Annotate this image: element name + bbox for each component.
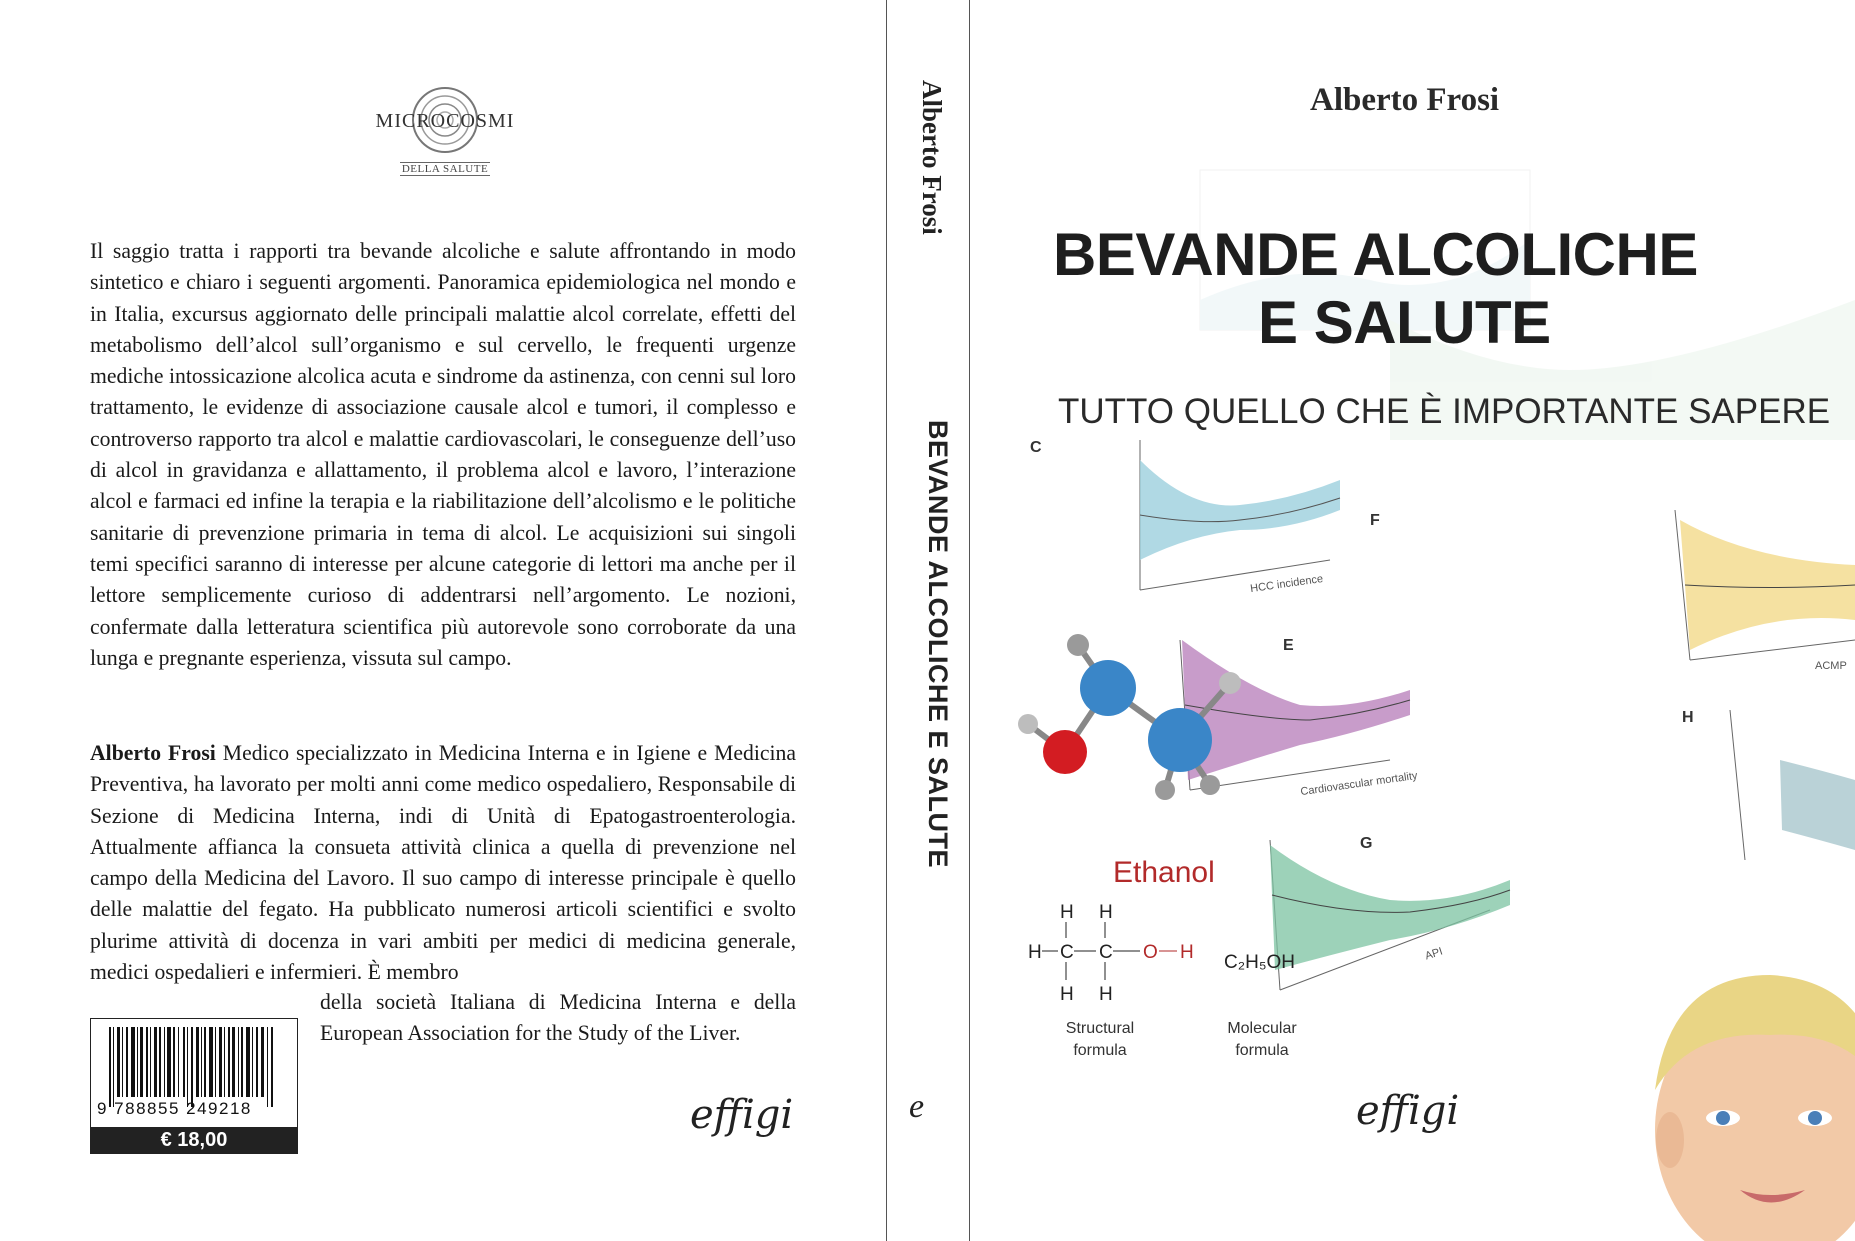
- bio-text: Medico specializzato in Medicina Interna e in Igiene e Medicina Preventiva, ha lavorato per molti anni come medico ospedaliero, Responsabile di Sezione di Medicina Interna, indi di Unità di Epatogastroenterologia. Attualmente affianca la consueta attività clinica a quella di prevenzione nel campo della Medicina del Lavoro. Il suo campo di interesse principale è quello delle malattie del fegato. Ha pubblicato numerosi articoli scientifici e svolto plurime attività di docenza in vari ambiti per medici di medicina generale, medici ospedalieri e infermieri. È membro: [90, 741, 797, 985]
- subtitle: TUTTO QUELLO CHE È IMPORTANTE SAPERE: [1058, 392, 1831, 431]
- svg-text:H: H: [1099, 984, 1113, 1005]
- svg-text:C: C: [1060, 942, 1074, 963]
- panel-c-xlabel: HCC incidence: [1249, 572, 1324, 596]
- panel-f-xlabel: ACMP: [1815, 660, 1847, 672]
- price-label: € 18,00: [91, 1127, 297, 1153]
- svg-text:H: H: [1060, 902, 1074, 923]
- bio-name: Alberto Frosi: [90, 741, 216, 765]
- microcosmi-logo: [370, 80, 520, 190]
- spine-title: BEVANDE ALCOLICHE E SALUTE: [923, 420, 953, 869]
- ethanol-label: Ethanol: [1113, 856, 1215, 889]
- front-cover: [970, 0, 1855, 1241]
- spine: [886, 0, 970, 1241]
- spine-author: Alberto Frosi: [917, 80, 947, 235]
- panel-h-chart: [1730, 710, 1855, 860]
- svg-text:H: H: [1099, 902, 1113, 923]
- svg-text:H: H: [1180, 942, 1194, 963]
- svg-text:H: H: [1028, 942, 1042, 963]
- spine-publisher-mark: e: [909, 1088, 925, 1125]
- molecular-caption-line1: Molecular: [1227, 1020, 1297, 1037]
- publisher-logo-back: effigi: [690, 1092, 794, 1138]
- svg-text:G: G: [1360, 835, 1373, 852]
- svg-text:F: F: [1370, 512, 1380, 529]
- publisher-logo-front: effigi: [1356, 1088, 1460, 1134]
- svg-text:C: C: [1030, 439, 1042, 456]
- structural-caption: [1040, 1018, 1160, 1062]
- logo-word: MICROCOSMI: [375, 110, 515, 132]
- panel-e-xlabel: Cardiovascular mortality: [1299, 769, 1419, 799]
- isbn-barcode: [90, 1018, 298, 1154]
- back-cover: [0, 0, 886, 1241]
- logo-sub: DELLA SALUTE: [401, 163, 489, 175]
- title-line-1: BEVANDE ALCOLICHE: [1053, 221, 1698, 288]
- panel-e-chart: [1180, 640, 1410, 790]
- molecular-caption-line2: formula: [1235, 1042, 1289, 1059]
- isbn-digits: 9 788855 249218: [97, 1099, 252, 1118]
- panel-f-chart: [1675, 510, 1855, 660]
- structural-caption-line2: formula: [1073, 1042, 1127, 1059]
- molecular-formula: C₂H₅OH: [1224, 952, 1295, 973]
- panel-g-chart: [1270, 840, 1510, 990]
- author-bio-tail: della società Italiana di Medicina Interna e della European Association for the Study of the Liver.: [320, 990, 796, 1046]
- svg-text:H: H: [1682, 709, 1694, 726]
- structural-caption-line1: Structural: [1065, 1020, 1135, 1037]
- svg-text:O: O: [1143, 942, 1158, 963]
- molecular-caption: [1202, 1018, 1322, 1062]
- svg-text:C: C: [1099, 942, 1113, 963]
- structural-formula: [1028, 902, 1194, 1005]
- back-blurb: Il saggio tratta i rapporti tra bevande alcoliche e salute affrontando in modo sintetico e chiaro i seguenti argomenti. Panoramica epidemiologica nel mondo e in Italia, excursus aggiornato delle principali malattie alcol correlate, effetti del metabolismo dell’alcol sull’organismo e sul cervello, le frequenti urgenze mediche intossicazione alcolica acuta e sindrome da astinenza, con cenni sul loro trattamento, le evidenze di associazione causale alcol e tumori, il complesso e controverso rapporto tra alcol e malattie cardiovascolari, le conseguenze dell’uso di alcol in gravidanza e allattamento, il problema alcol e lavoro, l’interazione alcol e farmaci ed infine la terapia e la riabilitazione dell’alcolismo e le politiche sanitarie di prevenzione primaria in tema di alcol. Le acquisizioni sui singoli temi specifici saranno di interesse per alcune categorie di lettori ma anche per il lettore semplicemente curioso di addentrarsi nell’argomento. Le nozioni, confermate dalla letteratura scientifica più autorevole sono corroborate da una lunga e pregnante esperienza, vissuta sul campo.: [90, 239, 796, 670]
- barcode-icon: [109, 1027, 279, 1107]
- front-author: Alberto Frosi: [1310, 82, 1500, 118]
- panel-g-xlabel: API: [1423, 945, 1445, 963]
- title-line-2: E SALUTE: [1258, 289, 1551, 356]
- svg-text:H: H: [1060, 984, 1074, 1005]
- panel-c-chart: [1140, 440, 1340, 590]
- svg-text:E: E: [1283, 637, 1294, 654]
- child-face-illustration: [1655, 975, 1855, 1241]
- author-bio: [90, 738, 796, 988]
